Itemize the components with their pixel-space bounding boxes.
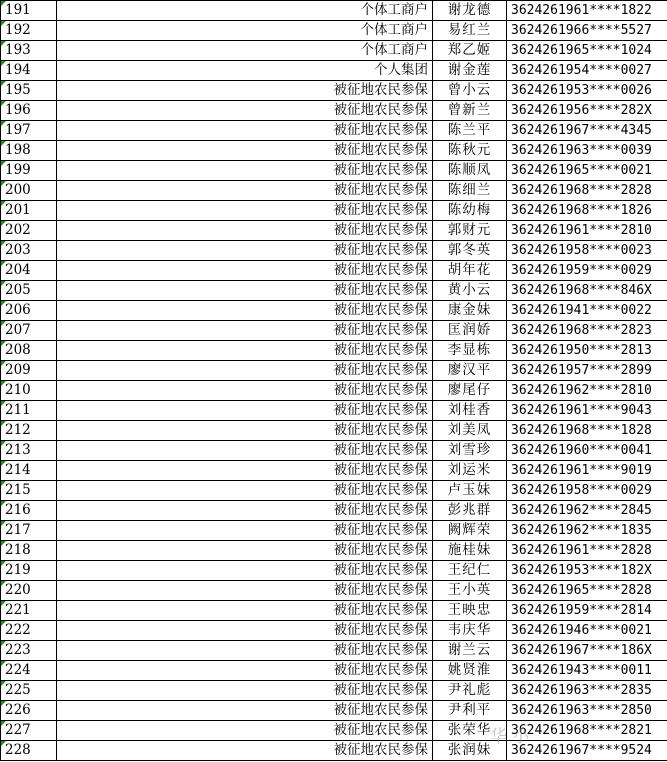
row-number-cell[interactable]: 222 xyxy=(1,621,57,641)
category-cell[interactable]: 被征地农民参保 xyxy=(57,201,433,221)
name-cell[interactable]: 曾小云 xyxy=(433,81,507,101)
category-cell[interactable]: 被征地农民参保 xyxy=(57,281,433,301)
category-cell[interactable]: 被征地农民参保 xyxy=(57,301,433,321)
id-number-cell[interactable]: 3624261961****2828 xyxy=(507,541,667,561)
category-cell[interactable]: 被征地农民参保 xyxy=(57,721,433,741)
row-number-cell[interactable]: 199 xyxy=(1,161,57,181)
row-number-cell[interactable]: 212 xyxy=(1,421,57,441)
category-cell[interactable]: 被征地农民参保 xyxy=(57,481,433,501)
table-row xyxy=(1,681,667,701)
id-number-cell[interactable]: 3624261962****2845 xyxy=(507,501,667,521)
category-cell[interactable]: 被征地农民参保 xyxy=(57,161,433,181)
id-number-cell[interactable]: 3624261968****1826 xyxy=(507,201,667,221)
name-cell[interactable]: 郑乙姬 xyxy=(433,41,507,61)
row-number-cell[interactable]: 208 xyxy=(1,341,57,361)
name-cell[interactable]: 郭冬英 xyxy=(433,241,507,261)
category-cell[interactable]: 被征地农民参保 xyxy=(57,321,433,341)
table-row xyxy=(1,221,667,241)
name-cell[interactable]: 王小英 xyxy=(433,581,507,601)
table-row xyxy=(1,281,667,301)
id-number-cell[interactable]: 3624261961****1822 xyxy=(507,1,667,21)
category-cell[interactable]: 被征地农民参保 xyxy=(57,81,433,101)
id-number-cell[interactable]: 3624261966****5527 xyxy=(507,21,667,41)
table-row xyxy=(1,41,667,61)
id-number-cell[interactable]: 3624261967****186X xyxy=(507,641,667,661)
name-cell[interactable]: 刘雪珍 xyxy=(433,441,507,461)
category-cell[interactable]: 被征地农民参保 xyxy=(57,261,433,281)
name-cell[interactable]: 陈幼梅 xyxy=(433,201,507,221)
category-cell[interactable]: 被征地农民参保 xyxy=(57,401,433,421)
category-cell[interactable]: 被征地农民参保 xyxy=(57,441,433,461)
category-cell[interactable]: 被征地农民参保 xyxy=(57,121,433,141)
category-cell[interactable]: 被征地农民参保 xyxy=(57,501,433,521)
table-row xyxy=(1,701,667,721)
table-row xyxy=(1,361,667,381)
table-row xyxy=(1,341,667,361)
name-cell[interactable]: 廖汉平 xyxy=(433,361,507,381)
category-cell[interactable]: 被征地农民参保 xyxy=(57,461,433,481)
category-cell[interactable]: 个体工商户 xyxy=(57,21,433,41)
name-cell[interactable]: 卢玉妹 xyxy=(433,481,507,501)
name-cell[interactable]: 刘桂香 xyxy=(433,401,507,421)
id-number-cell[interactable]: 3624261967****4345 xyxy=(507,121,667,141)
name-cell[interactable]: 陈兰平 xyxy=(433,121,507,141)
id-number-cell[interactable]: 3624261962****2810 xyxy=(507,381,667,401)
name-cell[interactable]: 张荣华 xyxy=(433,721,507,741)
name-cell[interactable]: 陈秋元 xyxy=(433,141,507,161)
name-cell[interactable]: 施桂妹 xyxy=(433,541,507,561)
id-number-cell[interactable]: 3624261967****9524 xyxy=(507,741,667,761)
category-cell[interactable]: 被征地农民参保 xyxy=(57,141,433,161)
name-cell[interactable]: 康金妹 xyxy=(433,301,507,321)
id-number-cell[interactable]: 3624261965****1024 xyxy=(507,41,667,61)
id-number-cell[interactable]: 3624261959****2814 xyxy=(507,601,667,621)
id-number-cell[interactable]: 3624261959****0029 xyxy=(507,261,667,281)
name-cell[interactable]: 尹礼彪 xyxy=(433,681,507,701)
name-cell[interactable]: 易红兰 xyxy=(433,21,507,41)
name-cell[interactable]: 阙辉荣 xyxy=(433,521,507,541)
id-number-cell[interactable]: 3624261958****0029 xyxy=(507,481,667,501)
row-number-cell[interactable]: 224 xyxy=(1,661,57,681)
row-number-cell[interactable]: 226 xyxy=(1,701,57,721)
category-cell[interactable]: 被征地农民参保 xyxy=(57,641,433,661)
table-row xyxy=(1,201,667,221)
table-row xyxy=(1,421,667,441)
row-number-cell[interactable]: 221 xyxy=(1,601,57,621)
id-number-cell[interactable]: 3624261958****0023 xyxy=(507,241,667,261)
name-cell[interactable]: 刘运米 xyxy=(433,461,507,481)
table-row xyxy=(1,61,667,81)
category-cell[interactable]: 被征地农民参保 xyxy=(57,421,433,441)
table-row xyxy=(1,21,667,41)
table-row xyxy=(1,541,667,561)
table-row xyxy=(1,101,667,121)
id-number-cell[interactable]: 3624261962****1835 xyxy=(507,521,667,541)
table-row xyxy=(1,721,667,741)
name-cell[interactable]: 郭财元 xyxy=(433,221,507,241)
category-cell[interactable]: 被征地农民参保 xyxy=(57,561,433,581)
row-number-cell[interactable]: 194 xyxy=(1,61,57,81)
name-cell[interactable]: 谢金莲 xyxy=(433,61,507,81)
id-number-cell[interactable]: 3624261968****1828 xyxy=(507,421,667,441)
name-cell[interactable]: 廖尾仔 xyxy=(433,381,507,401)
row-number-cell[interactable]: 209 xyxy=(1,361,57,381)
table-row xyxy=(1,1,667,21)
category-cell[interactable]: 被征地农民参保 xyxy=(57,521,433,541)
table-row xyxy=(1,121,667,141)
id-number-cell[interactable]: 3624261953****0026 xyxy=(507,81,667,101)
row-number-cell[interactable]: 225 xyxy=(1,681,57,701)
table-row xyxy=(1,481,667,501)
category-cell[interactable]: 个体工商户 xyxy=(57,1,433,21)
row-number-cell[interactable]: 227 xyxy=(1,721,57,741)
id-number-cell[interactable]: 3624261954****0027 xyxy=(507,61,667,81)
category-cell[interactable]: 被征地农民参保 xyxy=(57,361,433,381)
id-number-cell[interactable]: 3624261961****9043 xyxy=(507,401,667,421)
id-number-cell[interactable]: 3624261950****2813 xyxy=(507,341,667,361)
row-number-cell[interactable]: 191 xyxy=(1,1,57,21)
id-number-cell[interactable]: 3624261961****9019 xyxy=(507,461,667,481)
table-row xyxy=(1,461,667,481)
id-number-cell[interactable]: 3624261960****0041 xyxy=(507,441,667,461)
name-cell[interactable]: 姚贤淮 xyxy=(433,661,507,681)
name-cell[interactable]: 谢兰云 xyxy=(433,641,507,661)
name-cell[interactable]: 曾新兰 xyxy=(433,101,507,121)
name-cell[interactable]: 王映忠 xyxy=(433,601,507,621)
name-cell[interactable]: 刘美凤 xyxy=(433,421,507,441)
row-number-cell[interactable]: 197 xyxy=(1,121,57,141)
id-number-cell[interactable]: 3624261956****282X xyxy=(507,101,667,121)
category-cell[interactable]: 个体工商户 xyxy=(57,41,433,61)
table-row xyxy=(1,181,667,201)
row-number-cell[interactable]: 192 xyxy=(1,21,57,41)
table-row xyxy=(1,321,667,341)
row-number-cell[interactable]: 213 xyxy=(1,441,57,461)
table-row xyxy=(1,601,667,621)
table-row xyxy=(1,441,667,461)
row-number-cell[interactable]: 216 xyxy=(1,501,57,521)
category-cell[interactable]: 被征地农民参保 xyxy=(57,101,433,121)
id-number-cell[interactable]: 3624261968****846X xyxy=(507,281,667,301)
id-number-cell[interactable]: 3624261968****2821 xyxy=(507,721,667,741)
category-cell[interactable]: 被征地农民参保 xyxy=(57,381,433,401)
category-cell[interactable]: 被征地农民参保 xyxy=(57,541,433,561)
table-body xyxy=(1,1,667,761)
category-cell[interactable]: 被征地农民参保 xyxy=(57,681,433,701)
category-cell[interactable]: 被征地农民参保 xyxy=(57,601,433,621)
table-row xyxy=(1,641,667,661)
table-row xyxy=(1,261,667,281)
name-cell[interactable]: 王纪仁 xyxy=(433,561,507,581)
name-cell[interactable]: 匡润娇 xyxy=(433,321,507,341)
id-number-cell[interactable]: 3624261968****2823 xyxy=(507,321,667,341)
row-number-cell[interactable]: 215 xyxy=(1,481,57,501)
category-cell[interactable]: 被征地农民参保 xyxy=(57,341,433,361)
watermark: 华 小 xyxy=(490,727,530,747)
category-cell[interactable]: 被征地农民参保 xyxy=(57,661,433,681)
table-row xyxy=(1,741,667,761)
row-number-cell[interactable]: 214 xyxy=(1,461,57,481)
table-row xyxy=(1,141,667,161)
row-number-cell[interactable]: 223 xyxy=(1,641,57,661)
id-number-cell[interactable]: 3624261953****182X xyxy=(507,561,667,581)
id-number-cell[interactable]: 3624261946****0021 xyxy=(507,621,667,641)
category-cell[interactable]: 被征地农民参保 xyxy=(57,621,433,641)
table-row xyxy=(1,561,667,581)
row-number-cell[interactable]: 200 xyxy=(1,181,57,201)
id-number-cell[interactable]: 3624261957****2899 xyxy=(507,361,667,381)
name-cell[interactable]: 谢龙德 xyxy=(433,1,507,21)
id-number-cell[interactable]: 3624261961****2810 xyxy=(507,221,667,241)
name-cell[interactable]: 韦庆华 xyxy=(433,621,507,641)
table-row xyxy=(1,161,667,181)
id-number-cell[interactable]: 3624261965****0021 xyxy=(507,161,667,181)
table-row xyxy=(1,621,667,641)
category-cell[interactable]: 个人集团 xyxy=(57,61,433,81)
id-number-cell[interactable]: 3624261963****0039 xyxy=(507,141,667,161)
table-row xyxy=(1,581,667,601)
table-row xyxy=(1,81,667,101)
category-cell[interactable]: 被征地农民参保 xyxy=(57,741,433,761)
row-number-cell[interactable]: 217 xyxy=(1,521,57,541)
name-cell[interactable]: 李显栋 xyxy=(433,341,507,361)
row-number-cell[interactable]: 204 xyxy=(1,261,57,281)
row-number-cell[interactable]: 211 xyxy=(1,401,57,421)
table-row xyxy=(1,401,667,421)
id-number-cell[interactable]: 3624261963****2835 xyxy=(507,681,667,701)
id-number-cell[interactable]: 3624261941****0022 xyxy=(507,301,667,321)
row-number-cell[interactable]: 203 xyxy=(1,241,57,261)
category-cell[interactable]: 被征地农民参保 xyxy=(57,221,433,241)
name-cell[interactable]: 陈细兰 xyxy=(433,181,507,201)
id-number-cell[interactable]: 3624261965****2828 xyxy=(507,581,667,601)
row-number-cell[interactable]: 218 xyxy=(1,541,57,561)
row-number-cell[interactable]: 210 xyxy=(1,381,57,401)
table-row xyxy=(1,521,667,541)
row-number-cell[interactable]: 220 xyxy=(1,581,57,601)
row-number-cell[interactable]: 201 xyxy=(1,201,57,221)
row-number-cell[interactable]: 195 xyxy=(1,81,57,101)
row-number-cell[interactable]: 198 xyxy=(1,141,57,161)
category-cell[interactable]: 被征地农民参保 xyxy=(57,241,433,261)
category-cell[interactable]: 被征地农民参保 xyxy=(57,581,433,601)
row-number-cell[interactable]: 196 xyxy=(1,101,57,121)
name-cell[interactable]: 尹利平 xyxy=(433,701,507,721)
name-cell[interactable]: 张润妹 xyxy=(433,741,507,761)
id-number-cell[interactable]: 3624261968****2828 xyxy=(507,181,667,201)
table-row xyxy=(1,381,667,401)
name-cell[interactable]: 黄小云 xyxy=(433,281,507,301)
table-row xyxy=(1,241,667,261)
row-number-cell[interactable]: 205 xyxy=(1,281,57,301)
id-number-cell[interactable]: 3624261963****2850 xyxy=(507,701,667,721)
id-number-cell[interactable]: 3624261943****0011 xyxy=(507,661,667,681)
row-number-cell[interactable]: 193 xyxy=(1,41,57,61)
row-number-cell[interactable]: 228 xyxy=(1,741,57,761)
row-number-cell[interactable]: 207 xyxy=(1,321,57,341)
row-number-cell[interactable]: 202 xyxy=(1,221,57,241)
table-row xyxy=(1,661,667,681)
row-number-cell[interactable]: 206 xyxy=(1,301,57,321)
name-cell[interactable]: 陈顺凤 xyxy=(433,161,507,181)
name-cell[interactable]: 胡年花 xyxy=(433,261,507,281)
name-cell[interactable]: 彭兆群 xyxy=(433,501,507,521)
table-row xyxy=(1,501,667,521)
table-row xyxy=(1,301,667,321)
row-number-cell[interactable]: 219 xyxy=(1,561,57,581)
category-cell[interactable]: 被征地农民参保 xyxy=(57,181,433,201)
category-cell[interactable]: 被征地农民参保 xyxy=(57,701,433,721)
